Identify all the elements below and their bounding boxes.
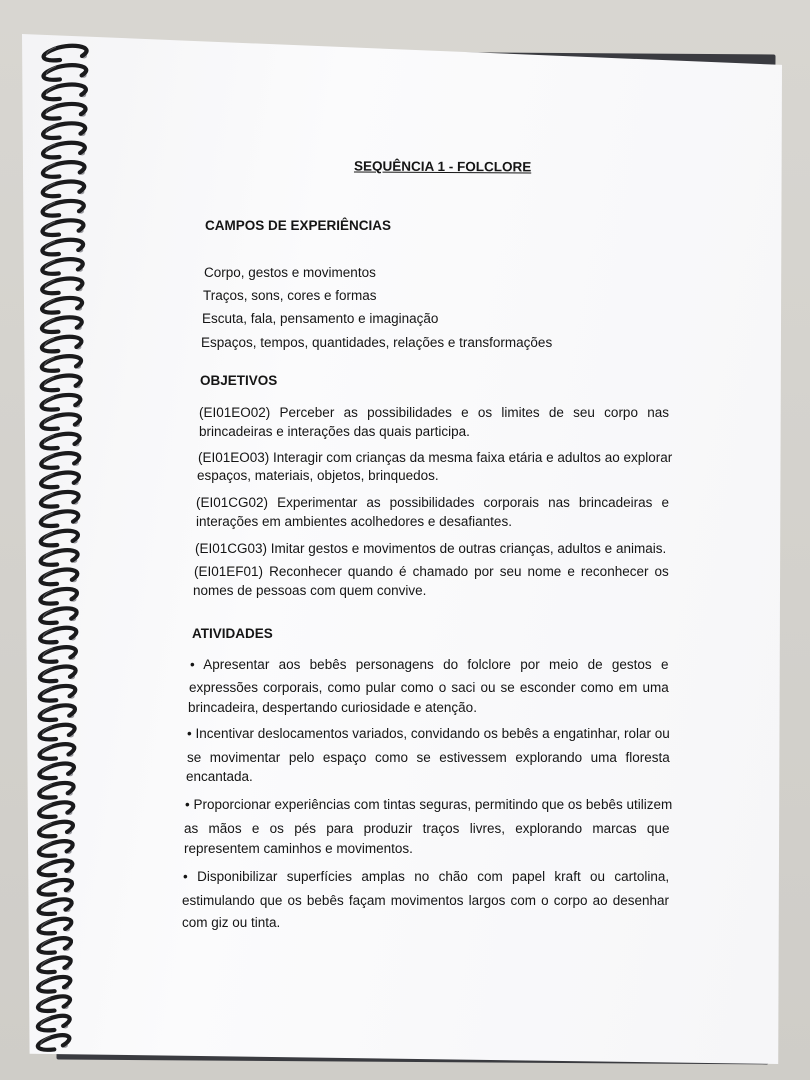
atividade-line: com giz ou tinta. bbox=[182, 915, 281, 930]
atividade-line: • Incentivar deslocamentos variados, convidando os bebês a engatinhar, rolar ou bbox=[187, 726, 670, 741]
atividade-line: as mãos e os pés para produzir traços livres, explorando marcas que bbox=[184, 821, 670, 836]
atividades-heading: ATIVIDADES bbox=[192, 626, 273, 641]
atividade-line: • Proporcionar experiências com tintas seguras, permitindo que os bebês utilizem bbox=[185, 797, 673, 812]
atividade-line: brincadeira, despertando curiosidade e atenção. bbox=[188, 700, 477, 715]
atividade-line: • Apresentar aos bebês personagens do folclore por meio de gestos e bbox=[190, 657, 669, 672]
page-title: SEQUÊNCIA 1 - FOLCLORE bbox=[353, 158, 532, 175]
atividade-line: • Disponibilizar superfícies amplas no chão com papel kraft ou cartolina, bbox=[183, 869, 670, 884]
objetivo-line: interações em ambientes acolhedores e desafiantes. bbox=[196, 514, 512, 529]
objetivos-heading: OBJETIVOS bbox=[200, 373, 278, 388]
campo-item: Espaços, tempos, quantidades, relações e transformações bbox=[201, 335, 553, 350]
objetivo-line: (EI01EF01) Reconhecer quando é chamado por seu nome e reconhecer os bbox=[194, 564, 669, 579]
objetivo-line: brincadeiras e interações das quais participa. bbox=[199, 424, 470, 439]
objetivo-line bbox=[199, 405, 669, 420]
atividade-line: representem caminhos e movimentos. bbox=[184, 841, 413, 856]
objetivo-line: (EI01CG03) Imitar gestos e movimentos de outras crianças, adultos e animais. bbox=[195, 541, 667, 556]
objetivo-line: (EI01EO03) Interagir com crianças da mesma faixa etária e adultos ao explorar bbox=[198, 450, 673, 465]
atividade-line: expressões corporais, como pular como o saci ou se esconder como em uma bbox=[189, 680, 669, 695]
atividade-line: se movimentar pelo espaço como se estivessem explorando uma floresta bbox=[187, 750, 670, 765]
atividade-line: estimulando que os bebês façam movimentos largos com o corpo ao desenhar bbox=[182, 893, 670, 908]
atividade-line: encantada. bbox=[186, 769, 253, 784]
campo-item: Escuta, fala, pensamento e imaginação bbox=[202, 311, 439, 326]
campo-item: Traços, sons, cores e formas bbox=[203, 288, 377, 303]
objetivo-line: espaços, materiais, objetos, brinquedos. bbox=[197, 468, 439, 483]
campos-heading: CAMPOS DE EXPERIÊNCIAS bbox=[205, 218, 392, 233]
campo-item: Corpo, gestos e movimentos bbox=[204, 265, 376, 280]
objetivo-line: nomes de pessoas com quem convive. bbox=[193, 583, 427, 598]
objetivo-text: (EI01EO02) Perceber as possibilidades e os limites de seu corpo nas bbox=[199, 405, 669, 420]
objetivo-line: (EI01CG02) Experimentar as possibilidades corporais nas brincadeiras e bbox=[196, 495, 669, 510]
